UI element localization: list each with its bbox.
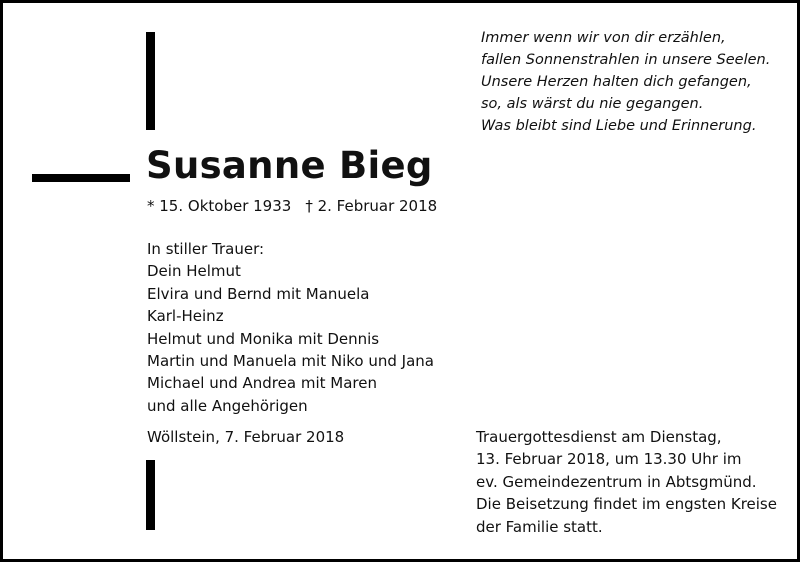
mourner-entry: Michael und Andrea mit Maren bbox=[147, 374, 377, 393]
service-line: der Familie statt. bbox=[476, 517, 603, 536]
poem-line: fallen Sonnenstrahlen in unsere Seelen. bbox=[481, 52, 771, 68]
mourner-entry: und alle Angehörigen bbox=[147, 396, 308, 415]
deceased-name: Susanne Bieg bbox=[146, 144, 433, 187]
cross-top-bar bbox=[146, 32, 155, 130]
poem-line: Was bleibt sind Liebe und Erinnerung. bbox=[481, 118, 757, 134]
service-line: 13. Februar 2018, um 13.30 Uhr im bbox=[476, 450, 742, 469]
mourner-entry: Helmut und Monika mit Dennis bbox=[147, 329, 380, 348]
service-line: ev. Gemeindezentrum in Abtsgmünd. bbox=[476, 472, 757, 491]
memorial-poem bbox=[481, 27, 791, 137]
place-and-date: Wöllstein, 7. Februar 2018 bbox=[147, 428, 345, 446]
cross-bottom-bar bbox=[146, 460, 155, 530]
poem-line: so, als wärst du nie gegangen. bbox=[481, 96, 704, 112]
mourner-entry: Elvira und Bernd mit Manuela bbox=[147, 284, 370, 303]
poem-line: Unsere Herzen halten dich gefangen, bbox=[481, 74, 752, 90]
mourner-entry: Martin und Manuela mit Niko und Jana bbox=[147, 352, 434, 371]
cross-horizontal-bar bbox=[32, 174, 130, 182]
death-date: † 2. Februar 2018 bbox=[305, 197, 438, 215]
life-dates bbox=[147, 195, 437, 217]
mourner-entry: Dein Helmut bbox=[147, 262, 241, 281]
service-info bbox=[476, 426, 777, 538]
service-line: Trauergottesdienst am Dienstag, bbox=[476, 428, 722, 446]
mourners-list bbox=[147, 238, 434, 417]
service-line: Die Beisetzung findet im engsten Kreise bbox=[476, 495, 777, 514]
poem-line: Immer wenn wir von dir erzählen, bbox=[481, 30, 726, 46]
mourners-intro: In stiller Trauer: bbox=[147, 240, 265, 258]
birth-date: * 15. Oktober 1933 bbox=[147, 197, 292, 215]
mourner-entry: Karl-Heinz bbox=[147, 307, 224, 326]
